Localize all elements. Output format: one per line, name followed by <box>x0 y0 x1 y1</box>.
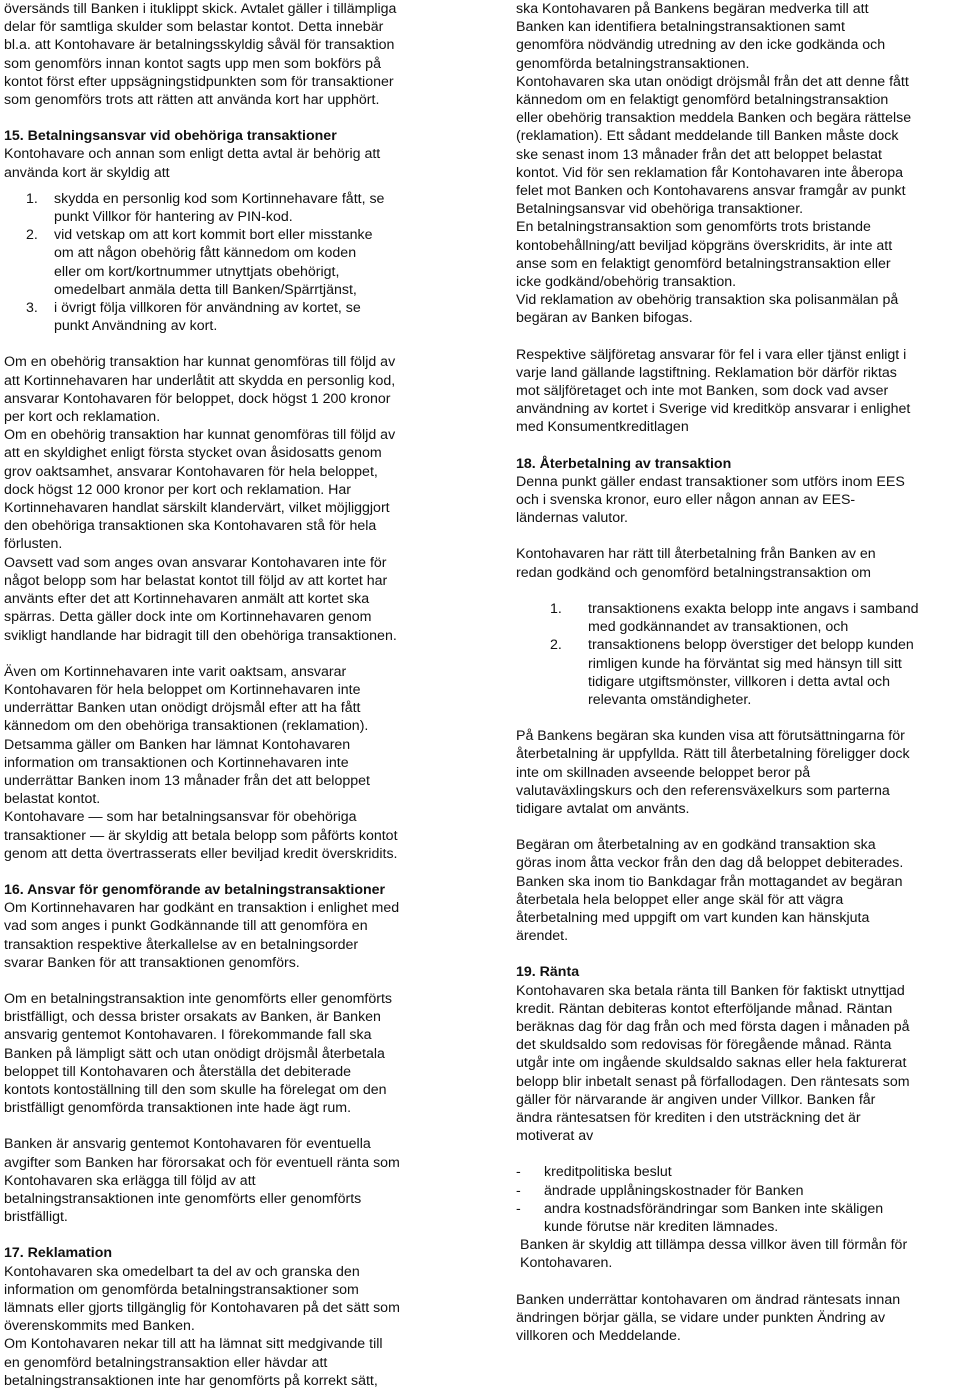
section-17-heading: 17. Reklamation <box>4 1245 113 1262</box>
section-19-paragraph: Banken underrättar kontohavaren om ändrad räntesats innan ändringen börjar gälla, se vidare under punkten Ändring av villkoren och Meddelande. <box>516 1291 901 1344</box>
list-item-number: 1. <box>550 600 562 617</box>
list-item-number: 1. <box>26 190 38 207</box>
list-item-number: 3. <box>26 300 38 317</box>
section-15-paragraph: Om en obehörig transaktion har kunnat genomföras till följd av att Kortinnehavaren har underlåtit att skydda en personlig kod, ansvarar Kontohavaren för beloppet, dock högst 1 200 kronor per kort och reklamation. Om en obehörig transaktion har kunnat genomföras till följd av att en skyldighet enligt första stycket ovan åsidosatts genom grov oaktsamhet, ansvarar Kontohavaren för hela beloppet, dock högst 12 000 kronor per kort och reklamation. Har Kortinnehavaren handlat särskilt klandervärt, vilket möjliggjort den obehöriga transaktionen ska Kontohavaren stå för hela förlusten. Oavsett vad som anges ovan ansvarar Kontohavaren inte för något belopp som har belastat kontot till följd av att kortet har använts efter det att Kortinnehavaren anmält att kortet ska spärras. Detta gäller dock inte om Kortinnehavaren genom svikligt handlande har bidragit till den obehöriga transaktionen. <box>4 354 397 644</box>
list-item-number: 2. <box>26 227 38 244</box>
list-item-number: 2. <box>550 637 562 654</box>
list-item-text: transaktionens exakta belopp inte angavs i samband med godkännandet av transaktionen, och <box>588 600 919 636</box>
list-item <box>516 1163 956 1181</box>
section-16-heading: 16. Ansvar för genomförande av betalningstransaktioner <box>4 881 386 898</box>
list-item-text: andra kostnadsförändringar som Banken inte skäligen kunde förutse när krediten lämnades. <box>544 1200 884 1235</box>
intro-paragraph: översänds till Banken i ituklippt skick. Avtalet gäller i tillämpliga delar för samtliga skulder som belastar kontot. Detta innebär bl.a. att Kontohavare är betalningsskyldig såväl för transaktion som genomförs innan kontot sagts upp men som bokförs på kontot först efter uppsägningstidpunkten som för transaktioner som genomförs trots att rätten att använda kort har upphört. <box>4 1 397 109</box>
list-bullet: - <box>516 1164 521 1181</box>
list-item-text: i övrigt följa villkoren för användning av kortet, se punkt Användning av kort. <box>54 300 361 335</box>
section-18-paragraph: På Bankens begäran ska kunden visa att förutsättningarna för återbetalning är uppfyllda. Rätt till återbetalning föreligger dock inte om skillnaden avseende beloppet beror på valutaväxlingskurs och den referensväxelkurs som parterna tidigare avtalat om använts. <box>516 728 910 817</box>
list-bullet: - <box>516 1200 521 1217</box>
section-16-paragraph: Om en betalningstransaktion inte genomförts eller genomförts bristfälligt, och dessa brister orsakats av Banken, är Banken ansvarig gentemot Kontohavaren. I förekommande fall ska Banken på lämpligt sätt och utan onödigt dröjsmål återbetala beloppet till Kontohavaren och återställa det debiterade kontots kontoställning till den som skulle ha förelegat om den bristfälligt genomförda transaktionen inte hade ägt rum. <box>4 990 392 1117</box>
list-item-text: kreditpolitiska beslut <box>544 1164 672 1181</box>
section-19-heading: 19. Ränta <box>516 964 580 981</box>
section-18-list <box>550 600 956 709</box>
section-18-paragraph: Kontohavaren har rätt till återbetalning från Banken av en redan godkänd och genomförd betalningstransaktion om <box>516 546 876 581</box>
section-18-heading: 18. Återbetalning av transaktion <box>516 455 732 472</box>
list-item <box>550 636 956 709</box>
list-item <box>516 1182 956 1200</box>
list-item <box>516 1200 956 1236</box>
list-item <box>26 190 456 226</box>
list-item-text: skydda en personlig kod som Kortinnehavare fått, se punkt Villkor för hantering av PIN-kod. <box>54 190 385 226</box>
section-17-paragraph: Kontohavaren ska omedelbart ta del av och granska den information om genomförda betalningstransaktioner som lämnats eller gjorts tillgänglig för Kontohavaren på det sätt som överenskommits med Banken. Om Kontohavaren nekar till att ha lämnat sitt medgivande till en genomförd betalningstransaktion eller hävdar att betalningstransaktionen inte har genomförts på korrekt sätt, <box>4 1263 400 1389</box>
left-column <box>4 0 456 1390</box>
section-16-paragraph: Om Kortinnehavaren har godkänt en transaktion i enlighet med vad som anges i punkt Godkännande till att genomföra en transaktion respektive återkallelse av en betalningsorder svarar Banken för att transaktionen genomförs. <box>4 900 400 971</box>
list-item-text: ändrade upplåningskostnader för Banken <box>544 1182 804 1199</box>
section-15-paragraph: Även om Kortinnehavaren inte varit oaktsam, ansvarar Kontohavaren för hela beloppet om Kortinnehavaren inte underrättar Banken utan onödigt dröjsmål efter att ha fått kännedom om den obehöriga transaktionen (reklamation). Detsamma gäller om Banken har lämnat Kontohavaren information om transaktionen och Kortinnehavaren inte underrättar Banken inom 13 månader från det att beloppet belastat kontot. Kontohavare — som har betalningsansvar för obehöriga transaktioner — är skyldig att betala belopp som påförts kontot genom att detta övertrasserats eller beviljad kredit överskridits. <box>4 663 398 862</box>
section-15-list <box>26 190 456 336</box>
section-16-paragraph: Banken är ansvarig gentemot Kontohavaren för eventuella avgifter som Banken har förorsakat och för eventuell ränta som Kontohavaren ska erlägga till följd av att betalningstransaktionen inte genomförts eller genomförts bristfälligt. <box>4 1136 400 1226</box>
list-item-text: transaktionens belopp överstiger det belopp kunden rimligen kunde ha förväntat sig med hänsyn till sitt tidigare utgiftsmönster, villkoren i detta avtal och relevanta omständigheter. <box>588 637 914 708</box>
right-column <box>516 0 956 1345</box>
section-17-continued: ska Kontohavaren på Bankens begäran medverka till att Banken kan identifiera betalningstransaktionen samt genomföra nödvändig utredning av den icke godkända och genomförda betalningstransaktionen. Kontohavaren ska utan onödigt dröjsmål från det att denne fått kännedom om en felaktigt genomförd betalningstransaktion eller obehörig transaktion meddela Banken och begära rättelse (reklamation). Ett sådant meddelande till Banken måste dock ske senast inom 13 månader från det att beloppet belastat kontot. Vid för sen reklamation får Kontohavaren inte åberopa felet mot Banken och Kontohavarens ansvar framgår av punkt Betalningsansvar vid obehöriga transaktioner. En betalningstransaktion som genomförts trots bristande kontobehållning/att beviljad köpgräns överskridits, är inte att anse som en felaktigt genomförd betalningstransaktion eller icke godkänd/obehörig transaktion. Vid reklamation av obehörig transaktion ska polisanmälan på begäran av Banken bifogas. <box>516 1 912 327</box>
section-19-list <box>516 1163 956 1236</box>
section-19-paragraph: Kontohavaren ska betala ränta till Banken för faktiskt utnyttjad kredit. Räntan debiteras kontot efterföljande månad. Räntan beräknas dag för dag från och med första dagen i månaden på det skuldsaldo som redovisas för föregående månad. Ränta utgår inte om ingående skuldsaldo saknas eller hela fakturerat belopp blir inbetalt senast på förfallodagen. Den räntesats som gäller för närvarande är angiven under Villkor. Banken får ändra räntesatsen för krediten i den utsträckning det är motiverat av <box>516 982 910 1145</box>
section-18-paragraph: Begäran om återbetalning av en godkänd transaktion ska göras inom åtta veckor från den dag då beloppet debiterades. Banken ska inom tio Bankdagar från mottagandet av begäran återbetala hela beloppet eller ange skäl för att vägra återbetalning med uppgift om vart kunden kan hänskjuta ärendet. <box>516 837 904 945</box>
section-15-heading: 15. Betalningsansvar vid obehöriga transaktioner <box>4 128 337 145</box>
list-item <box>26 299 456 335</box>
section-18-paragraph: Denna punkt gäller endast transaktioner som utförs inom EES och i svenska kronor, euro eller någon annan av EES- ländernas valutor. <box>516 473 905 527</box>
section-17-paragraph: Respektive säljföretag ansvarar för fel i vara eller tjänst enligt i varje land gällande lagstiftning. Reklamation bör därför riktas mot säljföretaget och inte mot Banken, som dock vad avser användning av kortet i Sverige vid kreditköp ansvarar i enlighet med Konsumentkreditlagen <box>516 346 911 436</box>
list-item <box>550 600 956 636</box>
list-bullet: - <box>516 1182 521 1199</box>
section-15-intro: Kontohavare och annan som enligt detta avtal är behörig att använda kort är skyldig att <box>4 146 381 181</box>
list-item-text: vid vetskap om att kort kommit bort eller misstanke om att någon obehörig fått kännedom om koden eller om kort/kortnummer utnyttjats obehörigt, omedelbart anmäla detta till Banken/Spärrtjänst, <box>54 227 373 298</box>
list-item <box>26 226 456 299</box>
section-19-paragraph: Banken är skyldig att tillämpa dessa villkor även till förmån för Kontohavaren. <box>520 1237 908 1272</box>
